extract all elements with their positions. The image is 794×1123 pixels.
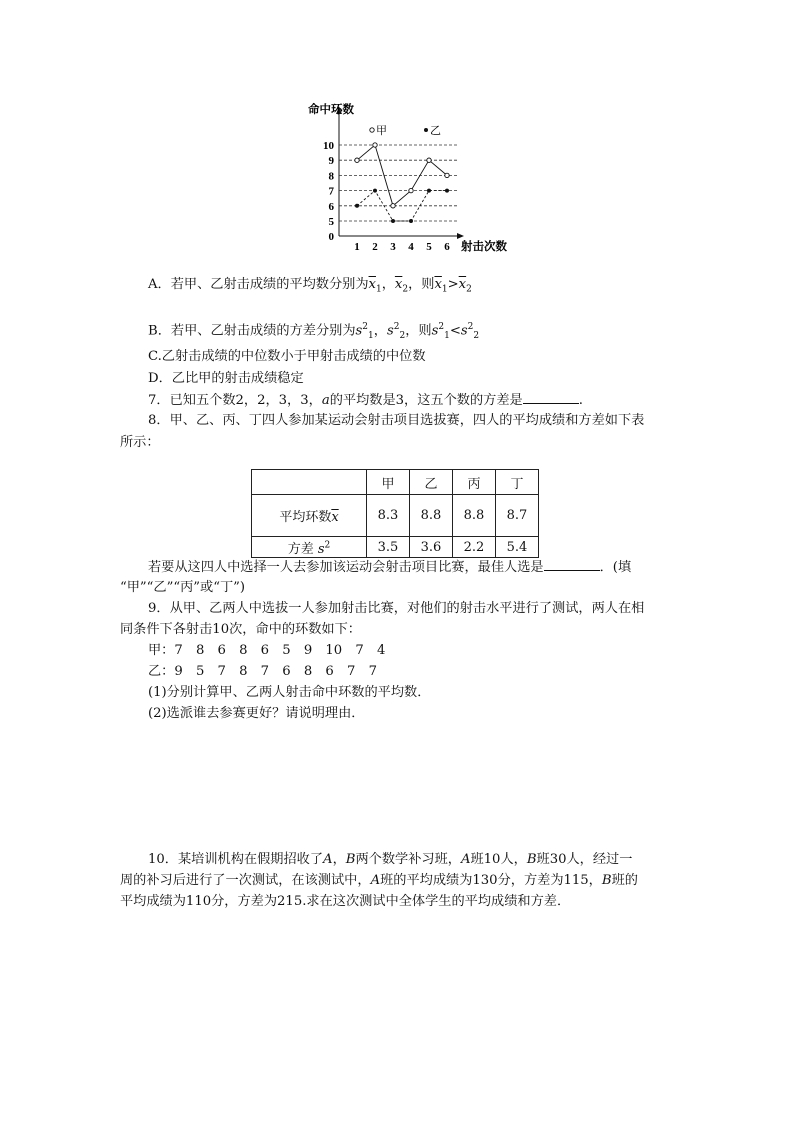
xbar-2: $\overline{x}$ (394, 277, 403, 292)
q10-A: A (323, 852, 333, 867)
y-tick-label: 9 (328, 155, 334, 168)
q10-A2: A (460, 852, 471, 867)
q9-jia-scores: 甲：7 8 6 8 6 5 9 10 7 4 (148, 643, 386, 658)
row2-sup: 2 (324, 540, 331, 551)
row1-label-text: 平均环数 (279, 510, 332, 525)
table-cell: 3.6 (410, 537, 453, 558)
q7-pre: 7．已知五个数2，2，3，3， (148, 393, 322, 408)
q8-line1: 8．甲、乙、丙、丁四人参加某运动会射击项目选拔赛，四人的平均成绩和方差如下表 (148, 413, 645, 428)
q10-A3: A (370, 873, 381, 888)
y-tick-label: 5 (328, 216, 334, 228)
q10-line1 (148, 851, 632, 869)
row2-s: s (317, 541, 325, 557)
q7-end: . (578, 393, 583, 408)
data-point-jia (427, 158, 431, 162)
q9-line2: 同条件下各射击10次，命中的环数如下： (120, 622, 361, 637)
option-a-then: ，则 (408, 277, 435, 292)
data-point-jia (391, 204, 395, 208)
y-tick-label: 6 (328, 200, 334, 213)
q8-line4: “甲”“乙”“丙”或“丁”) (120, 580, 246, 595)
q10-l2c: 班的 (611, 873, 638, 888)
header-jia: 甲 (367, 470, 410, 495)
option-d: D．乙比甲的射击成绩稳定 (148, 371, 304, 386)
q8-line3-end: ．(填 (599, 560, 632, 575)
x-tick-label: 5 (426, 241, 432, 253)
q10-line3: 平均成绩为110分，方差为215.求在这次测试中全体学生的平均成绩和方差． (120, 894, 571, 909)
table-cell: 2.2 (453, 537, 496, 558)
row1-xbar: $\overline{x}$ (331, 510, 339, 525)
data-point-yi (445, 189, 449, 193)
table-corner (252, 470, 367, 495)
xbar-1b: $\overline{x}$ (434, 277, 442, 292)
q7-post: 的平均数是3，这五个数的方差是 (329, 393, 523, 408)
option-a: A．若甲、乙射击成绩的平均数分别为$\overline{x}_1$，$\overline{x}_2$，则$\overline{x}_1>\overline{x}_2$ (148, 277, 472, 295)
row2-label-text: 方差 (287, 541, 314, 557)
option-b: B．若甲、乙射击成绩的方差分别为$s^2_1$，$s^2_2$，则$s^2_1<s^2_2$ (148, 322, 480, 342)
table-row (252, 495, 539, 537)
table-row (252, 537, 539, 558)
option-b-text: B．若甲、乙射击成绩的方差分别为 (148, 323, 356, 339)
q8-line3-text: 若要从这四人中选择一人去参加该运动会射击项目比赛，最佳人选是 (148, 560, 544, 575)
table-cell: 8.8 (453, 495, 496, 537)
q10-B2: B (526, 852, 537, 867)
q8-line3 (148, 558, 631, 577)
data-point-yi (391, 219, 395, 223)
question-7 (148, 391, 583, 410)
x-axis-arrow (457, 233, 464, 239)
q10-l1d: 班10人， (470, 852, 527, 867)
data-point-yi (373, 189, 377, 193)
table-cell: 8.8 (410, 495, 453, 537)
option-a-text: A．若甲、乙射击成绩的平均数分别为 (148, 277, 369, 292)
header-ding: 丁 (496, 470, 539, 495)
y-tick-label: 10 (323, 140, 334, 152)
q10-l2b: 班的平均成绩为130分，方差为115， (380, 873, 602, 888)
y-tick-label: 0 (328, 231, 334, 243)
q8-answer-blank[interactable] (544, 558, 600, 571)
table-cell: 8.7 (496, 495, 539, 537)
x-tick-label: 1 (354, 241, 360, 253)
xbar-1: $\overline{x}$ (368, 277, 376, 292)
legend-marker-jia (370, 128, 374, 132)
q9-part2: (2)选派谁去参赛更好？请说明理由． (148, 706, 365, 721)
x-tick-label: 2 (372, 241, 378, 253)
q10-l1c: 两个数学补习班， (355, 852, 461, 867)
option-b-then: ，则 (405, 323, 432, 339)
q10-l1a: 10．某培训机构在假期招收了 (148, 852, 324, 867)
x-tick-label: 3 (390, 241, 396, 253)
x-tick-label: 4 (408, 241, 414, 253)
legend-label-yi: 乙 (430, 125, 441, 137)
row1-label (252, 495, 367, 537)
q10-l2a: 周的补习后进行了一次测试，在该测试中， (120, 873, 371, 888)
q9-part1: (1)分别计算甲、乙两人射击命中环数的平均数． (148, 685, 431, 700)
q9-line1: 9．从甲、乙两人中选拔一人参加射击比赛，对他们的射击水平进行了测试，两人在相 (148, 601, 645, 616)
legend-label-jia: 甲 (376, 125, 387, 137)
header-yi: 乙 (410, 470, 453, 495)
header-bing: 丙 (453, 470, 496, 495)
data-point-jia (373, 143, 377, 147)
row2-label (252, 537, 367, 558)
data-point-jia (409, 188, 413, 192)
table-cell: 5.4 (496, 537, 539, 558)
data-point-yi (409, 219, 413, 223)
shooting-line-chart (300, 98, 510, 258)
q8-line2: 所示： (120, 435, 160, 450)
q9-yi-scores: 乙：9 5 7 8 7 6 8 6 7 7 (148, 664, 377, 679)
q10-l1b: ， (332, 852, 346, 867)
x-tick-label: 6 (444, 241, 450, 253)
option-c: C.乙射击成绩的中位数小于甲射击成绩的中位数 (148, 349, 426, 364)
q10-B3: B (601, 873, 612, 888)
table-cell: 3.5 (367, 537, 410, 558)
y-tick-label: 8 (328, 170, 334, 183)
y-tick-label: 7 (328, 185, 334, 198)
x-axis-label: 射击次数 (461, 241, 507, 253)
stats-table (251, 469, 539, 558)
data-point-jia (445, 173, 449, 177)
q10-l1e: 班30人，经过一 (536, 852, 633, 867)
table-cell: 8.3 (367, 495, 410, 537)
y-axis-label: 命中环数 (308, 104, 354, 116)
data-point-jia (355, 158, 359, 162)
data-point-yi (427, 189, 431, 193)
q10-line2 (120, 872, 638, 890)
xbar-2b: $\overline{x}$ (458, 277, 467, 292)
q7-answer-blank[interactable] (523, 391, 579, 404)
legend-marker-yi (424, 128, 428, 132)
table-header-row (252, 470, 539, 495)
data-point-yi (355, 204, 359, 208)
q10-B: B (345, 852, 356, 867)
q7-var: a (321, 393, 330, 408)
